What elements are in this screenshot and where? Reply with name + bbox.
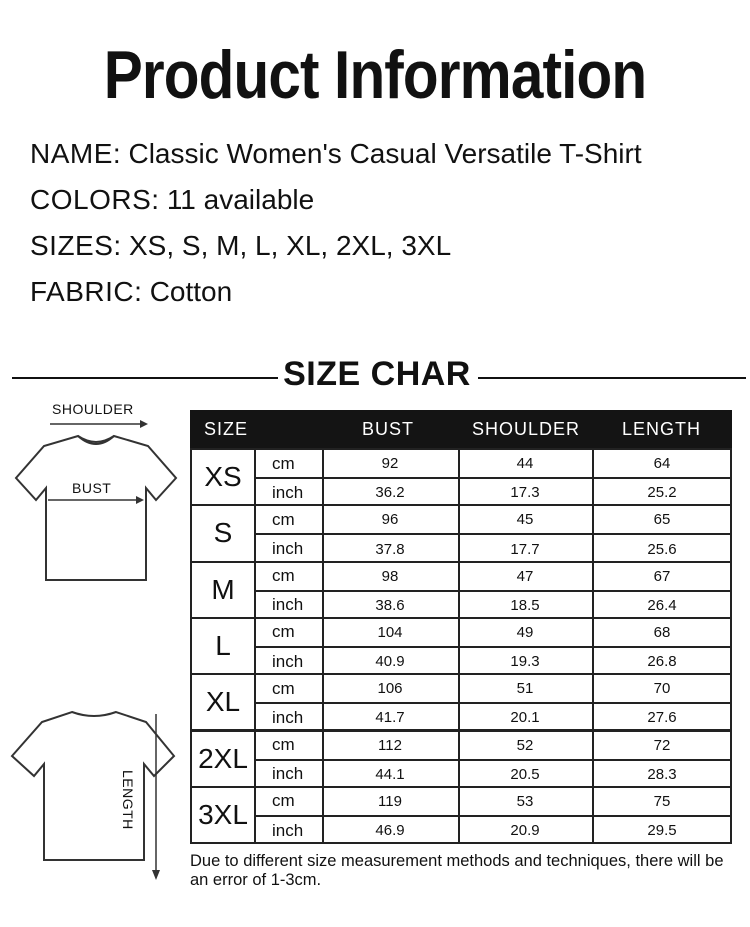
- column-divider: [322, 704, 324, 731]
- shoulder-value: 19.3: [510, 653, 540, 671]
- column-divider: [592, 592, 594, 619]
- size-group: [190, 448, 732, 506]
- bust-value: 40.9: [375, 653, 405, 671]
- column-divider: [322, 648, 324, 675]
- table-row: [256, 702, 732, 731]
- unit-label: inch: [272, 820, 304, 840]
- size-label: M: [192, 563, 256, 617]
- column-divider: [458, 704, 460, 731]
- column-divider: [458, 648, 460, 675]
- unit-label: cm: [272, 791, 295, 811]
- shoulder-value: 52: [516, 736, 534, 754]
- size-label: S: [192, 506, 256, 560]
- length-value: 65: [653, 511, 671, 529]
- column-divider: [592, 675, 594, 702]
- unit-label: inch: [272, 764, 304, 784]
- shoulder-value: 51: [516, 680, 534, 698]
- bust-value: 119: [378, 792, 402, 810]
- shoulder-value: 20.9: [510, 822, 540, 839]
- bust-value: 37.8: [375, 540, 405, 558]
- bust-label: BUST: [72, 480, 112, 496]
- tshirt-front-icon: [8, 418, 184, 586]
- info-name: NAME: Classic Women's Casual Versatile T-Shirt: [30, 138, 642, 169]
- bust-value: 106: [377, 680, 403, 698]
- header-size: SIZE: [204, 419, 249, 439]
- table-row: [256, 506, 732, 533]
- table-row: [256, 477, 732, 506]
- page-title: Product Information: [103, 37, 647, 113]
- column-divider: [592, 506, 594, 533]
- measurement-note: Due to different size measurement methods and techniques, there will be an error of 1-3cm.: [190, 852, 724, 889]
- column-divider: [458, 479, 460, 506]
- column-divider: [592, 788, 594, 815]
- unit-label: inch: [272, 651, 304, 671]
- shoulder-value: 44: [516, 455, 534, 473]
- shoulder-value: 18.5: [510, 596, 540, 614]
- column-divider: [592, 479, 594, 506]
- table-row: [256, 788, 732, 815]
- column-divider: [592, 535, 594, 562]
- bust-value: 44.1: [375, 765, 405, 783]
- size-group: [190, 673, 732, 731]
- shoulder-value: 20.1: [510, 709, 540, 727]
- column-divider: [592, 761, 594, 788]
- column-divider: [458, 450, 460, 477]
- column-divider: [322, 675, 324, 702]
- header-length: LENGTH: [622, 419, 702, 439]
- column-divider: [322, 592, 324, 619]
- length-value: 67: [653, 567, 671, 585]
- bust-value: 104: [377, 623, 403, 641]
- length-value: 26.4: [647, 596, 677, 614]
- column-divider: [322, 619, 324, 646]
- bust-value: 92: [381, 455, 399, 473]
- column-divider: [592, 619, 594, 646]
- section-divider-right: [478, 377, 746, 379]
- shoulder-value: 17.3: [510, 484, 540, 502]
- unit-label: inch: [272, 482, 304, 502]
- length-value: 27.6: [647, 709, 677, 727]
- column-divider: [458, 563, 460, 590]
- column-divider: [458, 761, 460, 788]
- unit-label: inch: [272, 539, 304, 558]
- size-chart-title: SIZE CHAR: [283, 355, 471, 393]
- column-divider: [322, 563, 324, 590]
- column-divider: [592, 704, 594, 731]
- column-divider: [458, 506, 460, 533]
- size-group: [190, 504, 732, 562]
- section-divider-left: [12, 377, 278, 379]
- shoulder-value: 17.7: [510, 540, 540, 558]
- shoulder-value: 20.5: [510, 765, 540, 783]
- shoulder-value: 47: [516, 567, 534, 585]
- header-shoulder: SHOULDER: [472, 419, 581, 439]
- shoulder-value: 53: [516, 792, 534, 810]
- column-divider: [592, 817, 594, 844]
- size-label: XL: [192, 675, 256, 729]
- info-sizes: SIZES: XS, S, M, L, XL, 2XL, 3XL: [30, 230, 452, 261]
- column-divider: [458, 619, 460, 646]
- length-value: 68: [653, 623, 671, 641]
- unit-label: cm: [272, 566, 295, 586]
- size-group: [190, 617, 732, 675]
- table-row: [256, 563, 732, 590]
- table-row: [256, 533, 732, 562]
- length-value: 72: [653, 736, 671, 754]
- unit-label: cm: [272, 622, 295, 642]
- length-label: LENGTH: [120, 770, 136, 830]
- bust-value: 36.2: [375, 484, 405, 502]
- column-divider: [592, 732, 594, 759]
- info-colors: COLORS: 11 available: [30, 184, 315, 215]
- column-divider: [322, 535, 324, 562]
- header-bust: BUST: [362, 419, 415, 439]
- unit-label: cm: [272, 678, 295, 698]
- column-divider: [322, 732, 324, 759]
- table-row: [256, 450, 732, 477]
- length-value: 26.8: [647, 653, 677, 671]
- column-divider: [592, 563, 594, 590]
- table-row: [256, 732, 732, 759]
- length-value: 25.6: [647, 540, 677, 558]
- column-divider: [458, 788, 460, 815]
- shoulder-value: 49: [516, 623, 534, 641]
- column-divider: [458, 535, 460, 562]
- info-fabric: FABRIC: Cotton: [30, 276, 233, 307]
- column-divider: [592, 648, 594, 675]
- column-divider: [322, 817, 324, 844]
- column-divider: [322, 761, 324, 788]
- unit-label: cm: [272, 453, 295, 473]
- column-divider: [592, 450, 594, 477]
- length-value: 28.3: [647, 765, 677, 783]
- table-row: [256, 646, 732, 675]
- size-label: L: [192, 619, 256, 673]
- tshirt-back-icon: [6, 700, 182, 886]
- length-value: 70: [653, 680, 671, 698]
- table-row: [256, 619, 732, 646]
- column-divider: [458, 817, 460, 844]
- bust-value: 98: [381, 567, 399, 585]
- unit-label: cm: [272, 735, 295, 755]
- size-group: [190, 786, 732, 844]
- shoulder-value: 45: [516, 511, 534, 529]
- bust-value: 112: [378, 736, 402, 754]
- column-divider: [322, 479, 324, 506]
- size-group: [190, 730, 732, 788]
- bust-value: 46.9: [375, 822, 405, 839]
- bust-value: 41.7: [375, 709, 405, 727]
- column-divider: [322, 450, 324, 477]
- table-header: [190, 410, 732, 448]
- shoulder-label: SHOULDER: [52, 401, 134, 417]
- table-row: [256, 815, 732, 844]
- bust-value: 38.6: [375, 596, 405, 614]
- column-divider: [322, 788, 324, 815]
- size-label: XS: [192, 450, 256, 504]
- table-row: [256, 759, 732, 788]
- column-divider: [458, 592, 460, 619]
- table-row: [256, 675, 732, 702]
- unit-label: inch: [272, 707, 304, 727]
- length-value: 25.2: [647, 484, 677, 502]
- length-value: 75: [653, 792, 671, 810]
- size-group: [190, 561, 732, 619]
- bust-value: 96: [381, 511, 399, 529]
- table-row: [256, 590, 732, 619]
- column-divider: [322, 506, 324, 533]
- column-divider: [458, 675, 460, 702]
- column-divider: [458, 732, 460, 759]
- size-label: 2XL: [192, 732, 256, 786]
- unit-label: cm: [272, 509, 295, 529]
- length-value: 29.5: [647, 822, 677, 839]
- length-value: 64: [653, 455, 671, 473]
- size-label: 3XL: [192, 788, 256, 842]
- unit-label: inch: [272, 595, 304, 615]
